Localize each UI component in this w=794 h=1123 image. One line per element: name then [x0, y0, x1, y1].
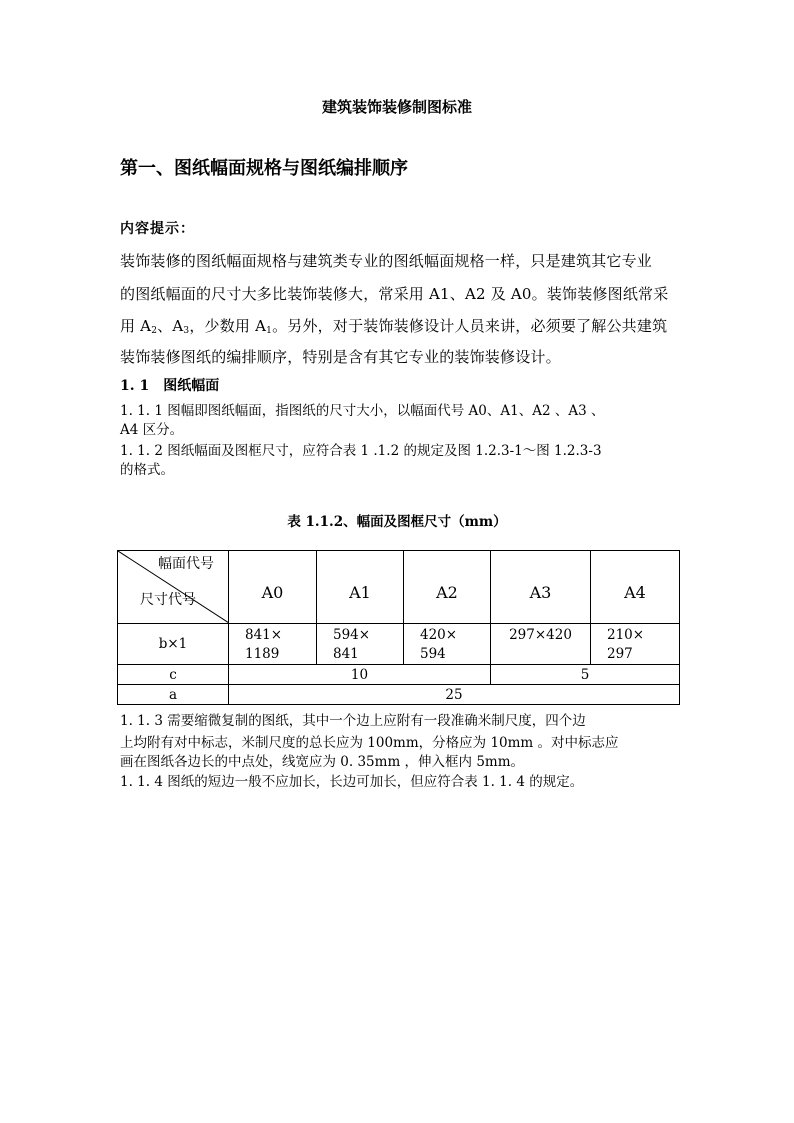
- cell-a0-bl: [229, 624, 317, 665]
- cell-a0-bl-1: 841×: [245, 627, 283, 643]
- clause-1-1-1-line-1: 1. 1. 1 图幅即图纸幅面，指图纸的尺寸大小，以幅面代号 A0、A1、A2 、A3 、: [120, 403, 605, 419]
- cell-a2-bl-2: 594: [420, 646, 446, 662]
- cell-a0-bl-2: 1189: [245, 646, 280, 662]
- cell-a4-bl-2: 297: [607, 646, 633, 662]
- cell-a3-bl: 297×420: [491, 624, 591, 665]
- document-title: 建筑装饰装修制图标准: [321, 98, 472, 116]
- diagonal-header-cell: [118, 551, 229, 624]
- intro-line-3-b: 、A: [157, 317, 184, 335]
- clause-1-1-3-line-3: 画在图纸各边长的中点处，线宽应为 0. 35mm ，伸入框内 5mm。: [120, 754, 525, 770]
- intro-line-3: [120, 315, 667, 336]
- intro-line-3-sub2: 3: [183, 326, 190, 336]
- cell-a4-bl-1: 210×: [607, 627, 645, 643]
- header-dimension-code-label: 尺寸代号: [140, 592, 196, 608]
- cell-a1-bl: [317, 624, 404, 665]
- row-a-value: 25: [229, 685, 680, 705]
- clause-1-1-3-line-2: 上均附有对中标志，米制尺度的总长应为 100mm，分格应为 10mm 。对中标志应: [120, 735, 619, 751]
- row-c-value-a3-a4: 5: [491, 665, 680, 685]
- row-a-label: a: [118, 685, 229, 705]
- table-header-row: [118, 551, 680, 624]
- header-a3: A3: [491, 551, 591, 624]
- intro-line-3-d: 。另外，对于装饰装修设计人员来讲，必须要了解公共建筑: [272, 317, 668, 335]
- intro-line-2: 的图纸幅面的尺寸大多比装饰装修大，常采用 A1、A2 及 A0。装饰装修图纸常采: [120, 285, 669, 303]
- intro-line-3-c: ，少数用 A: [189, 317, 267, 335]
- cell-a4-bl: [591, 624, 680, 665]
- table-row-bl: [118, 624, 680, 665]
- header-a2: A2: [404, 551, 491, 624]
- row-c-value-a0-a2: 10: [229, 665, 491, 685]
- header-a1: A1: [317, 551, 404, 624]
- intro-line-3-sub1: 2: [151, 326, 158, 336]
- intro-line-1: 装饰装修的图纸幅面规格与建筑类专业的图纸幅面规格一样，只是建筑其它专业: [120, 252, 653, 270]
- cell-a2-bl: [404, 624, 491, 665]
- header-size-code-label: 幅面代号: [158, 556, 214, 572]
- row-bl-label: b×1: [118, 624, 229, 665]
- clause-1-1-3-line-1: 1. 1. 3 需要缩微复制的图纸，其中一个边上应附有一段准确米制尺度，四个边: [120, 713, 586, 729]
- header-a0: A0: [229, 551, 317, 624]
- table-caption: 表 1.1.2、幅面及图框尺寸（mm）: [287, 514, 507, 530]
- row-c-label: c: [118, 665, 229, 685]
- section-heading: 1. 1 图纸幅面: [120, 378, 220, 394]
- chapter-heading: 第一、图纸幅面规格与图纸编排顺序: [120, 158, 408, 179]
- intro-line-3-sub3: 1: [266, 326, 273, 336]
- intro-line-3-a: 用 A: [120, 317, 152, 335]
- table-row-c: [118, 665, 680, 685]
- header-a4: A4: [591, 551, 680, 624]
- clause-1-1-2-line-1: 1. 1. 2 图纸幅面及图框尺寸，应符合表 1 .1.2 的规定及图 1.2.3-1～图 1.2.3-3: [120, 443, 602, 459]
- cell-a1-bl-1: 594×: [333, 627, 371, 643]
- clause-1-1-2-line-2: 的格式。: [120, 462, 174, 478]
- tip-label: 内容提示：: [120, 221, 195, 237]
- intro-line-4: 装饰装修图纸的编排顺序，特别是含有其它专业的装饰装修设计。: [120, 348, 561, 366]
- size-table: [117, 550, 680, 705]
- clause-1-1-1-line-2: A4 区分。: [120, 422, 184, 438]
- clause-1-1-4: 1. 1. 4 图纸的短边一般不应加长，长边可加长，但应符合表 1. 1. 4 的规定。: [120, 774, 584, 790]
- table-row-a: [118, 685, 680, 705]
- cell-a2-bl-1: 420×: [420, 627, 458, 643]
- cell-a1-bl-2: 841: [333, 646, 359, 662]
